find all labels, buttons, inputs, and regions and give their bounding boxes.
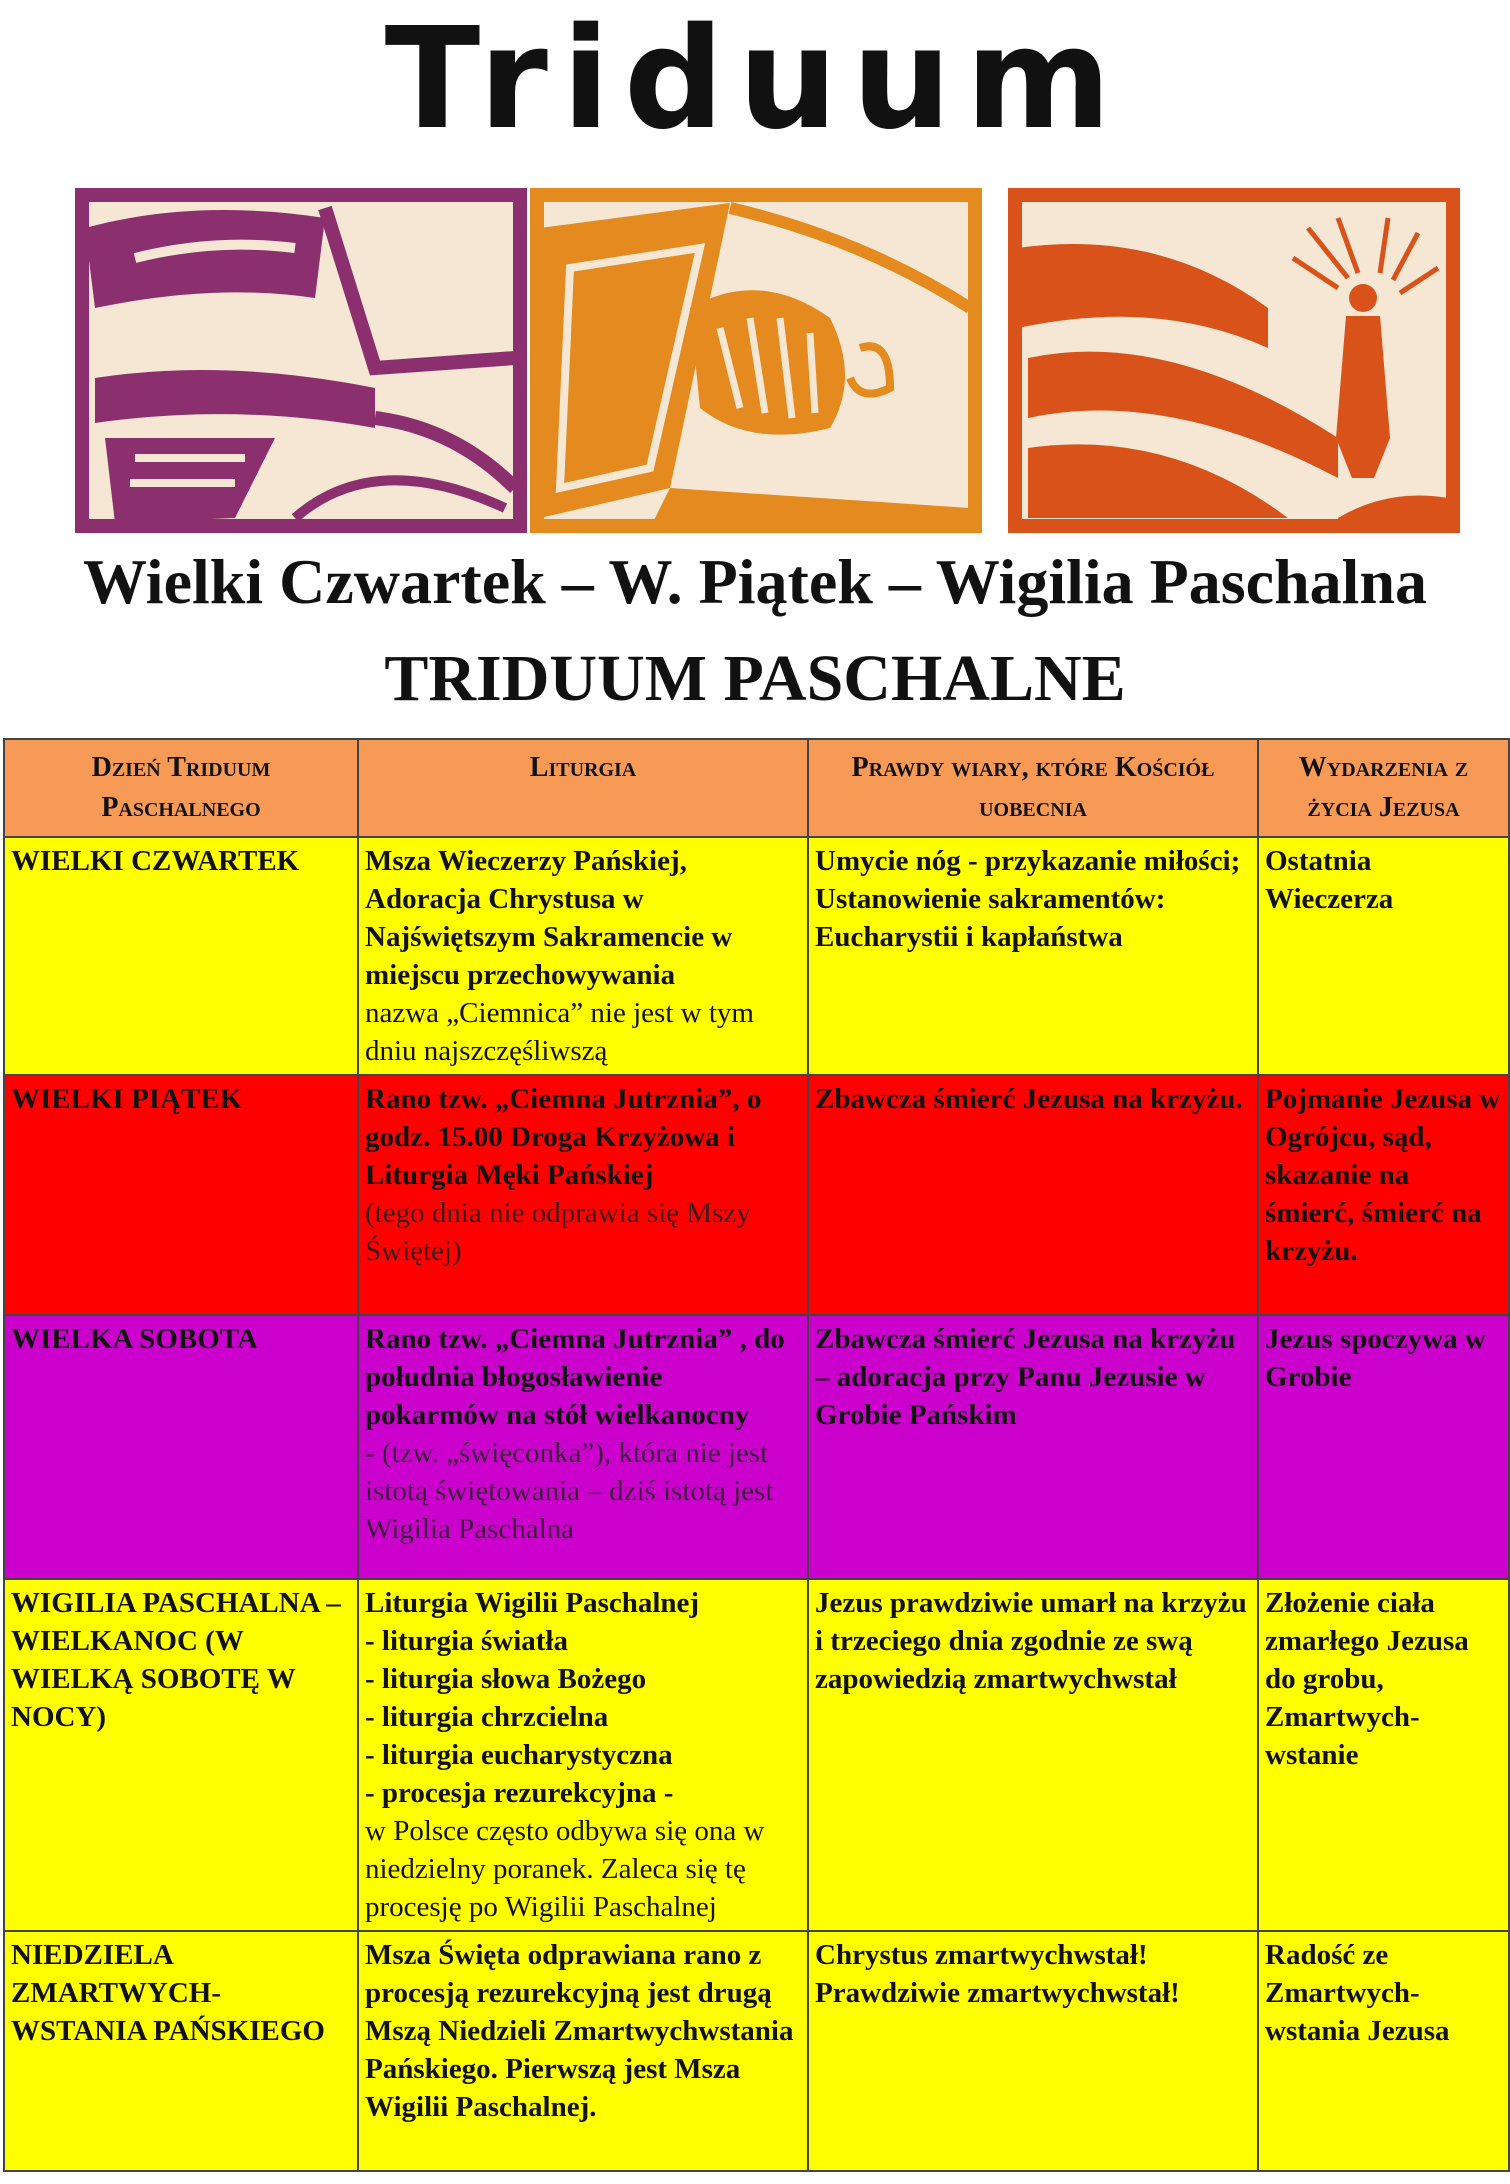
truths-cell: Umycie nóg - przykazanie miłości; Ustanowienie sakramentów: Eucharystii i kapłaństwa (808, 837, 1258, 1075)
liturgy-note: - (tzw. „święconka”), która nie jest istotą świętowania – dziś istotą jest Wigilia Paschalna (365, 1437, 774, 1545)
column-header-events: Wydarzenia z życia Jezusa (1258, 739, 1509, 837)
events-cell: Ostatnia Wieczerza (1258, 837, 1509, 1075)
page-subtitle: Wielki Czwartek – W. Piątek – Wigilia Paschalna (82, 546, 1428, 617)
liturgy-note: w Polsce często odbywa się ona w niedzielny poranek. Zaleca się tę procesję po Wigilii Paschalnej (365, 1815, 765, 1923)
truths-cell: Zbawcza śmierć Jezusa na krzyżu. (808, 1075, 1258, 1315)
liturgy-main: Rano tzw. „Ciemna Jutrznia” , do południa błogosławienie pokarmów na stół wielkanocny (365, 1323, 785, 1431)
liturgy-note: nazwa „Ciemnica” nie jest w tym dniu najszczęśliwszą (365, 997, 754, 1067)
day-cell: NIEDZIELA ZMARTWYCH-WSTANIA PAŃSKIEGO (4, 1931, 358, 2171)
table-row-holy-thursday (4, 837, 1509, 1075)
truths-cell: Jezus prawdziwie umarł na krzyżu i trzeciego dnia zgodnie ze swą zapowiedzią zmartwychwstał (808, 1579, 1258, 1931)
liturgy-cell (358, 1075, 808, 1315)
liturgy-cell (358, 1315, 808, 1579)
column-header-truths: Prawdy wiary, które Kościół uobecnia (808, 739, 1258, 837)
liturgy-line: - procesja rezurekcyjna - (365, 1777, 674, 1809)
table-row-holy-saturday (4, 1315, 1509, 1579)
logo-title: Triduum (384, 0, 1126, 161)
truths-cell: Chrystus zmartwychwstał! Prawdziwie zmartwychwstał! (808, 1931, 1258, 2171)
liturgy-cell (358, 837, 808, 1075)
table-row-good-friday (4, 1075, 1509, 1315)
liturgy-main: Rano tzw. „Ciemna Jutrznia”, o godz. 15.00 Droga Krzyżowa i Liturgia Męki Pańskiej (365, 1083, 762, 1191)
page-title: TRIDUUM PASCHALNE (384, 642, 1126, 715)
truths-cell: Zbawcza śmierć Jezusa na krzyżu – adoracja przy Panu Jezusie w Grobie Pańskim (808, 1315, 1258, 1579)
triduum-illustration (0, 188, 1510, 533)
column-header-liturgy: Liturgia (358, 739, 808, 837)
day-cell: WIELKA SOBOTA (4, 1315, 358, 1579)
table-header-row (4, 739, 1509, 837)
liturgy-line: Liturgia Wigilii Paschalnej (365, 1587, 700, 1619)
events-cell: Pojmanie Jezusa w Ogrójcu, sąd, skazanie na śmierć, śmierć na krzyżu. (1258, 1075, 1509, 1315)
day-cell: WIGILIA PASCHALNA – WIELKANOC (W WIELKĄ SOBOTĘ W NOCY) (4, 1579, 358, 1931)
liturgy-line: - liturgia światła (365, 1625, 568, 1657)
liturgy-cell (358, 1579, 808, 1931)
liturgy-cell: Msza Święta odprawiana rano z procesją rezurekcyjną jest drugą Mszą Niedzieli Zmartwychwstania Pańskiego. Pierwszą jest Msza Wigilii Paschalnej. (358, 1931, 808, 2171)
liturgy-note: (tego dnia nie odprawia się Mszy Świętej) (365, 1197, 751, 1267)
day-cell: WIELKI PIĄTEK (4, 1075, 358, 1315)
hand-panel-image (530, 188, 982, 533)
column-header-day: Dzień Triduum Paschalnego (4, 739, 358, 837)
events-cell: Radość ze Zmartwych-wstania Jezusa (1258, 1931, 1509, 2171)
supper-panel-image (75, 188, 527, 533)
table-row-easter-sunday (4, 1931, 1509, 2171)
liturgy-main: Msza Wieczerzy Pańskiej, Adoracja Chrystusa w Najświętszym Sakramencie w miejscu przechowywania (365, 845, 733, 991)
table-row-easter-vigil (4, 1579, 1509, 1931)
liturgy-line: - liturgia słowa Bożego (365, 1663, 647, 1695)
triduum-table (3, 738, 1510, 2172)
resurrection-panel-image (1008, 188, 1460, 533)
events-cell: Jezus spoczywa w Grobie (1258, 1315, 1509, 1579)
liturgy-line: - liturgia eucharystyczna (365, 1739, 673, 1771)
liturgy-line: - liturgia chrzcielna (365, 1701, 609, 1733)
day-cell: WIELKI CZWARTEK (4, 837, 358, 1075)
events-cell: Złożenie ciała zmarłego Jezusa do grobu, Zmartwych-wstanie (1258, 1579, 1509, 1931)
